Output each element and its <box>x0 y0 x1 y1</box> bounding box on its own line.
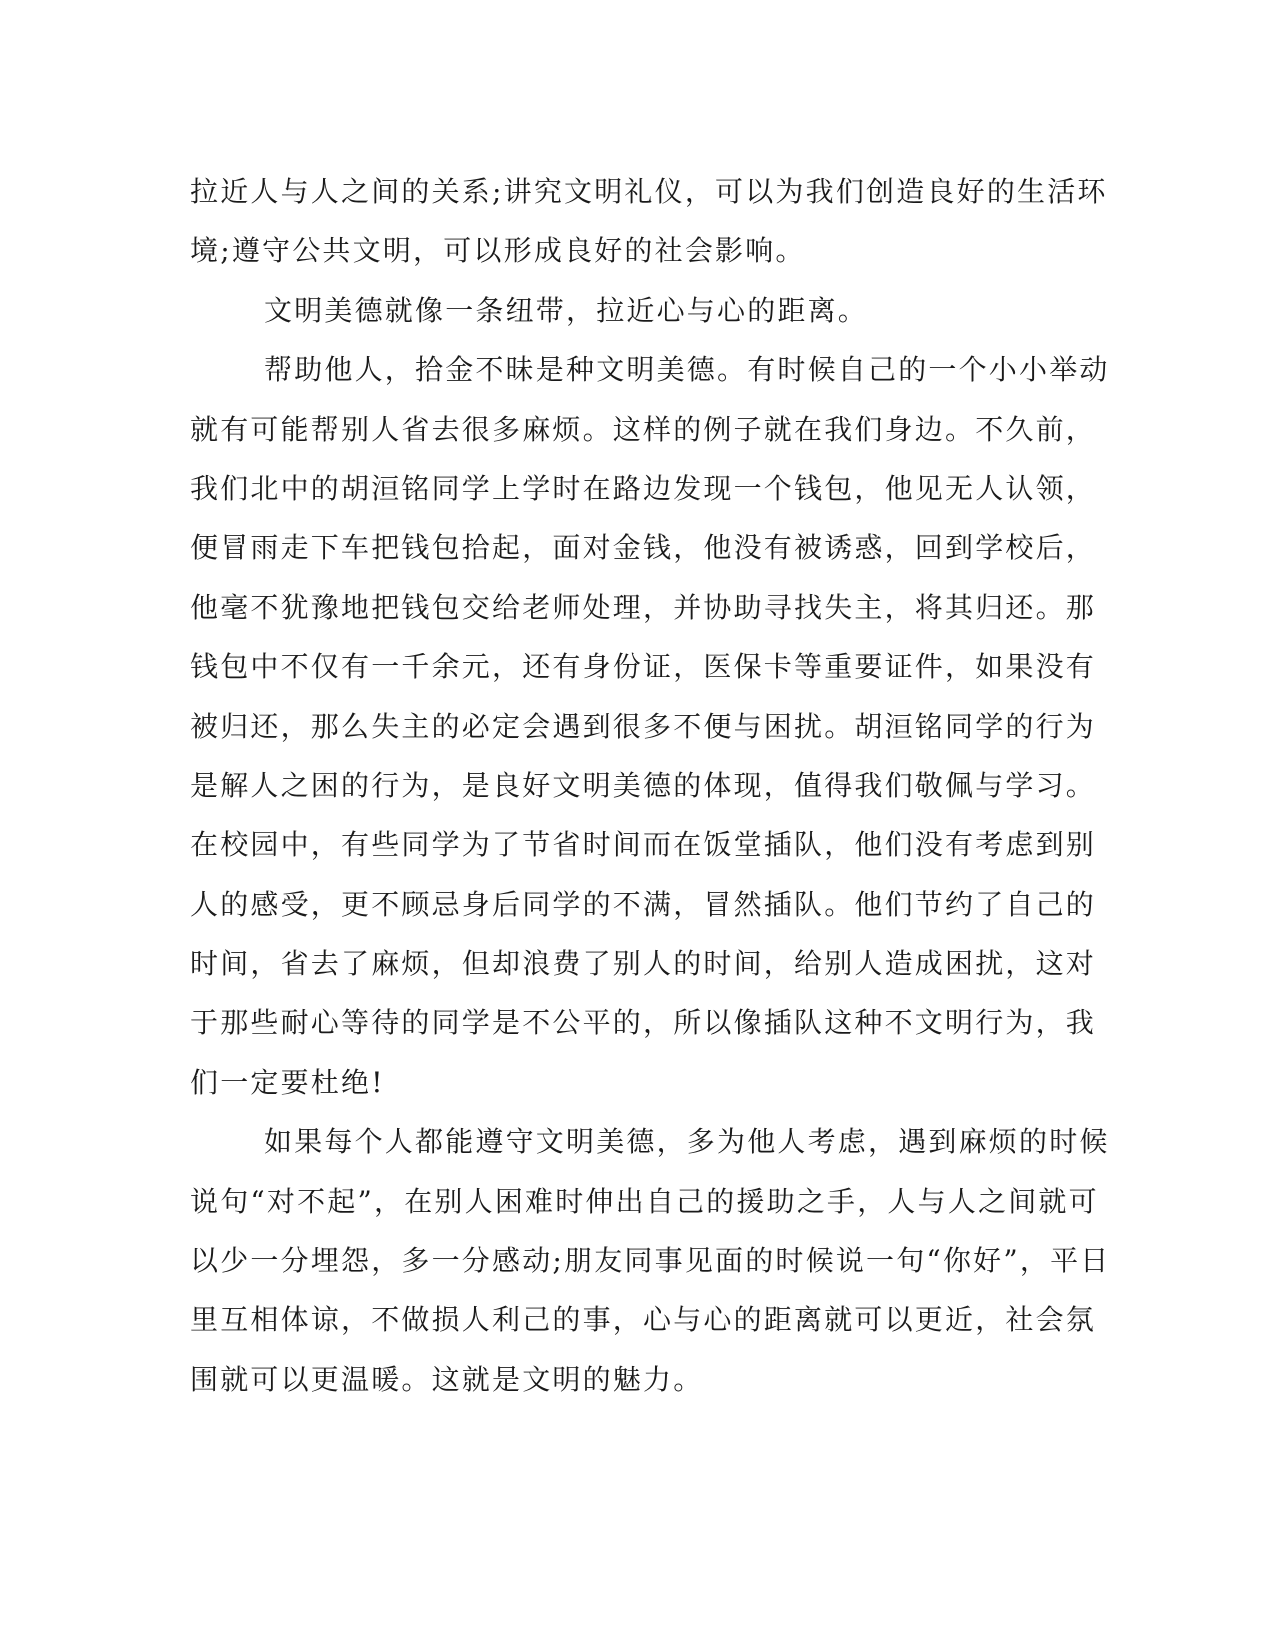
text-line: 便冒雨走下车把钱包拾起，面对金钱，他没有被诱惑，回到学校后， <box>190 531 1097 565</box>
text-line: 我们北中的胡洹铭同学上学时在路边发现一个钱包，他见无人认领， <box>190 471 1097 505</box>
text-line: 是解人之困的行为，是良好文明美德的体现，值得我们敬佩与学习。 <box>190 768 1097 802</box>
paragraph-4 <box>190 1112 1111 1409</box>
text-line: 被归还，那么失主的必定会遇到很多不便与困扰。胡洹铭同学的行为 <box>190 709 1097 743</box>
text-line: 们一定要杜绝! <box>190 1065 385 1099</box>
text-line: 里互相体谅，不做损人利己的事，心与心的距离就可以更近，社会氛 <box>190 1303 1097 1337</box>
text-line: 他毫不犹豫地把钱包交给老师处理，并协助寻找失主，将其归还。那 <box>190 590 1097 624</box>
text-line: 以少一分埋怨，多一分感动;朋友同事见面的时候说一句“你好”，平日 <box>190 1244 1111 1278</box>
text-line: 围就可以更温暖。这就是文明的魅力。 <box>190 1362 704 1396</box>
text-line: 境;遵守公共文明，可以形成良好的社会影响。 <box>190 234 806 268</box>
text-line: 时间，省去了麻烦，但却浪费了别人的时间，给别人造成困扰，这对 <box>190 947 1097 981</box>
text-line: 说句“对不起”，在别人困难时伸出自己的援助之手，人与人之间就可 <box>190 1184 1099 1218</box>
text-line: 钱包中不仅有一千余元，还有身份证，医保卡等重要证件，如果没有 <box>190 650 1097 684</box>
paragraph-1 <box>190 162 1108 281</box>
text-line: 文明美德就像一条纽带，拉近心与心的距离。 <box>264 293 869 327</box>
text-line: 在校园中，有些同学为了节省时间而在饭堂插队，他们没有考虑到别 <box>190 828 1097 862</box>
text-line: 拉近人与人之间的关系;讲究文明礼仪，可以为我们创造良好的生活环 <box>190 175 1108 208</box>
paragraph-3 <box>190 340 1110 1112</box>
text-line: 人的感受，更不顾忌身后同学的不满，冒然插队。他们节约了自己的 <box>190 887 1097 921</box>
text-line: 帮助他人，拾金不昧是种文明美德。有时候自己的一个小小举动 <box>264 353 1110 387</box>
document-body <box>190 162 1111 1409</box>
text-line: 于那些耐心等待的同学是不公平的，所以像插队这种不文明行为，我 <box>190 1006 1097 1040</box>
paragraph-2 <box>190 281 1090 340</box>
text-line: 就有可能帮别人省去很多麻烦。这样的例子就在我们身边。不久前， <box>190 412 1097 446</box>
text-line: 如果每个人都能遵守文明美德，多为他人考虑，遇到麻烦的时候 <box>264 1125 1110 1159</box>
